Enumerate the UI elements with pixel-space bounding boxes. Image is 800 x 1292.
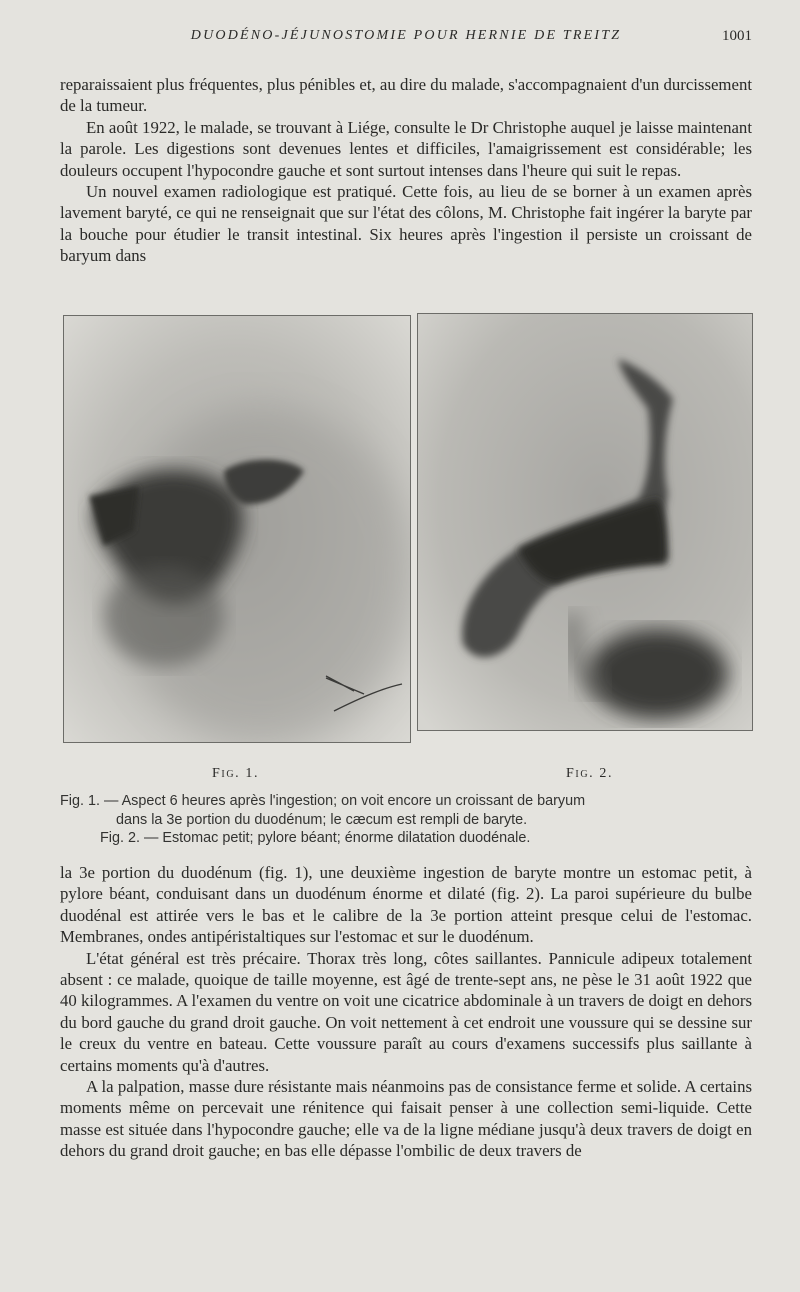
running-title: DUODÉNO-JÉJUNOSTOMIE POUR HERNIE DE TREITZ	[190, 28, 622, 43]
figure-1-label: Fig. 1.	[212, 766, 260, 781]
caption-figure-1-continued: dans la 3e portion du duodénum; le cæcum est rempli de baryte.	[116, 811, 528, 828]
paragraph: A la palpation, masse dure résistante mais néanmoins pas de consistance ferme et solide. A certains moments même on percevait une rénitence qui faisait penser à une collection semi-liquide. Cette masse est située dans l'hypocondre gauche; elle va de la ligne médiane jusqu'à deux travers de doigt en dehors du grand droit gauche; en bas elle dépasse l'ombilic de deux travers de	[60, 1077, 752, 1161]
body-text-top	[60, 74, 752, 267]
caption-figure-2: Fig. 2. — Estomac petit; pylore béant; énorme dilatation duodénale.	[100, 830, 531, 846]
figures-panel	[60, 310, 754, 750]
paragraph: la 3e portion du duodénum (fig. 1), une deuxième ingestion de baryte montre un estomac petit, à pylore béant, conduisant dans un duodénum énorme et dilaté (fig. 2). La paroi supérieure du bulbe duodénal est attirée vers le bas et le calibre de la 3e portion atteint presque celui de l'estomac. Membranes, ondes antipéristaltiques sur l'estomac et sur le duodénum.	[60, 863, 752, 947]
figure-captions	[60, 792, 752, 848]
radiograph-1-image	[64, 316, 410, 742]
radiograph-2-image	[418, 314, 752, 730]
radiograph-figure-2	[417, 313, 753, 731]
paragraph: Un nouvel examen radiologique est pratiqué. Cette fois, au lieu de se borner à un examen après lavement baryté, ce qui ne renseignait que sur l'état des côlons, M. Christophe fait ingérer la baryte par la bouche pour étudier le transit intestinal. Six heures après l'ingestion il persiste un croissant de baryum dans	[60, 182, 752, 266]
radiograph-figure-1	[63, 315, 411, 743]
body-text-bottom	[60, 862, 752, 1162]
paragraph: L'état général est très précaire. Thorax très long, côtes saillantes. Pannicule adipeux totalement absent : ce malade, quoique de taille moyenne, est âgé de trente-sept ans, ne pèse le 31 août 1922 que 40 kilogrammes. A l'examen du ventre on voit une cicatrice abdominale à un travers de doigt en dehors du bord gauche du grand droit gauche. On voit nettement à cet endroit une voussure qui se dessine sur le creux du ventre en bateau. Cette voussure paraît au cours d'examens successifs plus saillante à certains moments qu'à d'autres.	[60, 948, 752, 1075]
paragraph: reparaissaient plus fréquentes, plus pénibles et, au dire du malade, s'accompagnaient d'un durcissement de la tumeur.	[60, 75, 752, 116]
running-head	[60, 28, 752, 50]
paragraph: En août 1922, le malade, se trouvant à Liége, consulte le Dr Christophe auquel je laisse maintenant la parole. Les digestions sont devenues lentes et difficiles, l'amaigrissement est considérable; les douleurs occupent l'hypocondre gauche et sont surtout intenses dans l'heure qui suit le repas.	[60, 117, 752, 180]
caption-figure-1: Fig. 1. — Aspect 6 heures après l'ingestion; on voit encore un croissant de baryum	[60, 793, 586, 809]
page-number: 1001	[722, 28, 752, 44]
figure-2-label: Fig. 2.	[566, 766, 614, 781]
